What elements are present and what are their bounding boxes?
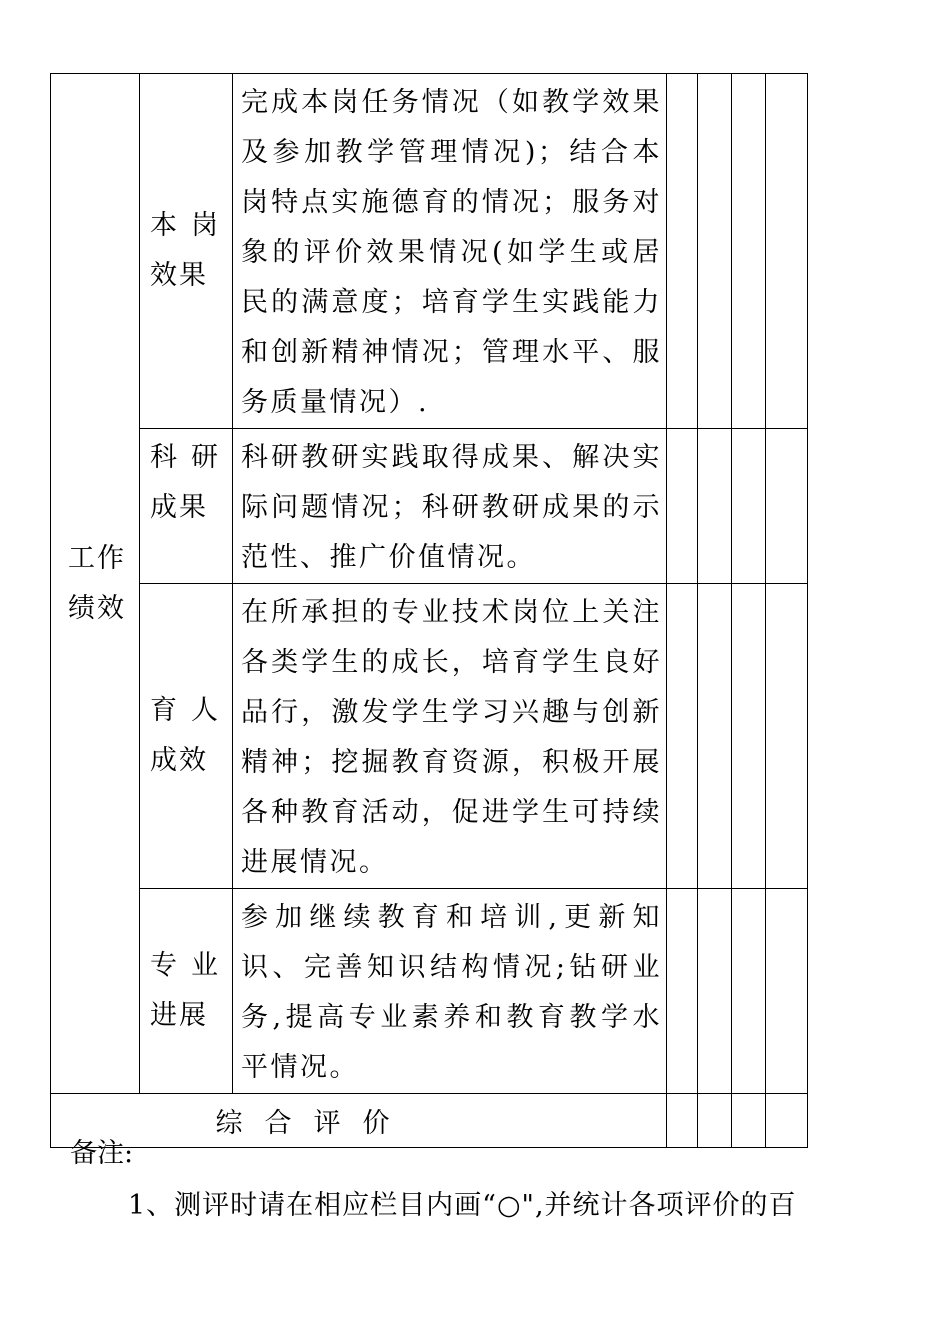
subcategory-cell bbox=[140, 429, 233, 584]
subcategory-line2: 成效 bbox=[150, 745, 208, 776]
subcategory-line2: 进展 bbox=[150, 1000, 208, 1031]
subcategory-cell bbox=[140, 584, 233, 889]
subcategory-line2: 效果 bbox=[150, 260, 208, 291]
criteria-description: 科研教研实践取得成果、解决实际问题情况；科研教研成果的示范性、推广价值情况。 bbox=[233, 429, 667, 584]
subcategory-line1: 育人 bbox=[150, 695, 232, 726]
table-row bbox=[51, 429, 808, 584]
subcategory-line1: 专业 bbox=[150, 950, 232, 981]
subcategory-cell bbox=[140, 889, 233, 1094]
score-cell[interactable] bbox=[698, 74, 732, 429]
category-label: 工作绩效 bbox=[68, 542, 126, 624]
score-cell[interactable] bbox=[698, 1094, 732, 1148]
score-cell[interactable] bbox=[732, 1094, 766, 1148]
score-cell[interactable] bbox=[766, 429, 808, 584]
score-cell[interactable] bbox=[667, 429, 698, 584]
criteria-description: 完成本岗任务情况（如教学效果及参加教学管理情况)；结合本岗特点实施德育的情况；服务对象的评价效果情况(如学生或居民的满意度；培育学生实践能力和创新精神情况；管理水平、服务质量情况）. bbox=[233, 74, 667, 429]
score-cell[interactable] bbox=[732, 584, 766, 889]
score-cell[interactable] bbox=[667, 74, 698, 429]
score-cell[interactable] bbox=[698, 429, 732, 584]
summary-label: 综合评价 bbox=[51, 1094, 667, 1148]
score-cell[interactable] bbox=[766, 1094, 808, 1148]
summary-row bbox=[51, 1094, 808, 1148]
subcategory-line2: 成果 bbox=[150, 492, 208, 523]
notes-title: 备注: bbox=[70, 1138, 134, 1169]
subcategory-cell bbox=[140, 74, 233, 429]
criteria-description: 在所承担的专业技术岗位上关注各类学生的成长，培育学生良好品行，激发学生学习兴趣与创新精神；挖掘教育资源，积极开展各种教育活动，促进学生可持续进展情况。 bbox=[233, 584, 667, 889]
score-cell[interactable] bbox=[766, 74, 808, 429]
table-row bbox=[51, 584, 808, 889]
score-cell[interactable] bbox=[732, 889, 766, 1094]
score-cell[interactable] bbox=[667, 584, 698, 889]
score-cell[interactable] bbox=[667, 889, 698, 1094]
subcategory-line1: 本岗 bbox=[150, 210, 232, 241]
note-item-1: 1、测评时请在相应栏目内画“○",并统计各项评价的百 bbox=[128, 1190, 797, 1221]
evaluation-table bbox=[50, 73, 808, 1148]
score-cell[interactable] bbox=[766, 584, 808, 889]
criteria-description: 参加继续教育和培训,更新知识、完善知识结构情况;钻研业务,提高专业素养和教育教学水平情况。 bbox=[233, 889, 667, 1094]
category-cell bbox=[51, 74, 140, 1094]
score-cell[interactable] bbox=[698, 889, 732, 1094]
score-cell[interactable] bbox=[667, 1094, 698, 1148]
score-cell[interactable] bbox=[732, 429, 766, 584]
table-row bbox=[51, 889, 808, 1094]
score-cell[interactable] bbox=[732, 74, 766, 429]
score-cell[interactable] bbox=[766, 889, 808, 1094]
subcategory-line1: 科研 bbox=[150, 442, 232, 473]
score-cell[interactable] bbox=[698, 584, 732, 889]
table-row bbox=[51, 74, 808, 429]
